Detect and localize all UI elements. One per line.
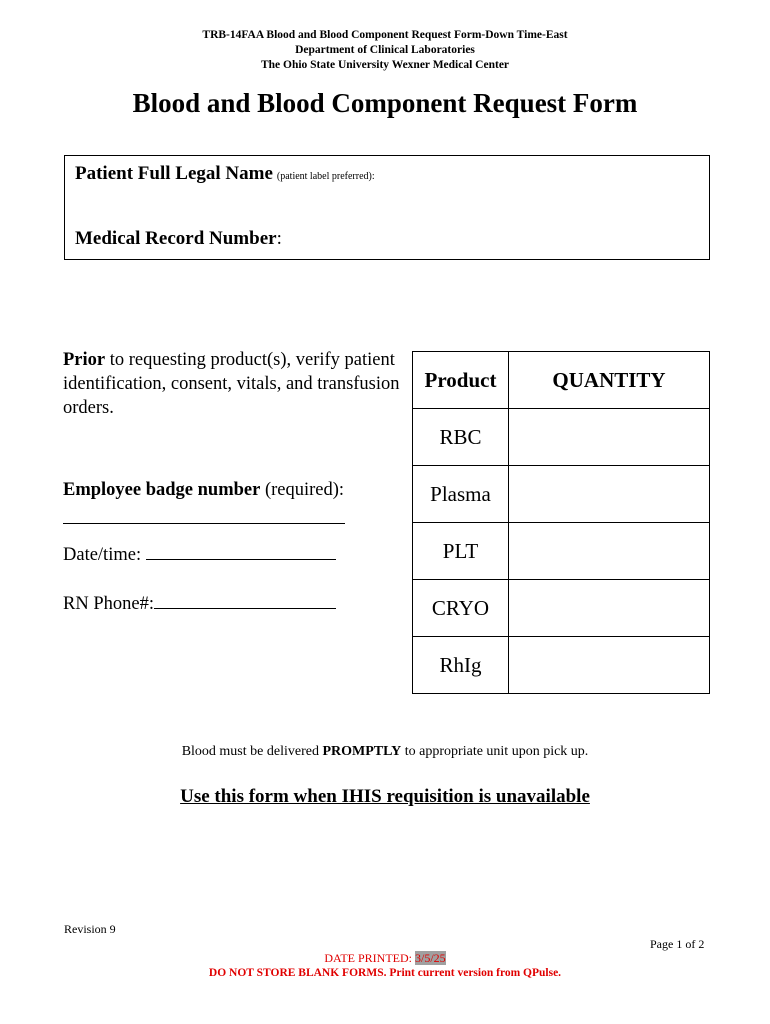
product-rhig: RhIg <box>413 637 509 694</box>
no-store-warning: DO NOT STORE BLANK FORMS. Print current version from QPulse. <box>208 967 562 979</box>
product-plasma: Plasma <box>413 466 509 523</box>
datetime-label: Date/time: <box>63 545 146 565</box>
rn-phone-line[interactable] <box>154 592 336 609</box>
date-printed-value: 3/5/25 <box>415 951 446 965</box>
patient-info-box <box>64 155 710 260</box>
table-row <box>413 580 710 637</box>
quantity-header: QUANTITY <box>509 352 710 409</box>
table-row <box>413 523 710 580</box>
datetime-field[interactable] <box>63 543 336 566</box>
verification-instructions <box>63 348 403 420</box>
badge-number-line[interactable] <box>63 507 345 524</box>
header-department: Department of Clinical Laboratories <box>295 44 475 56</box>
product-quantity-table <box>412 351 710 694</box>
quantity-rhig-cell[interactable] <box>509 637 710 694</box>
prior-text: to requesting product(s), verify patient identification, consent, vitals, and transfusion orders. <box>63 350 400 418</box>
date-printed-label: DATE PRINTED: <box>324 951 415 965</box>
patient-name-label: Patient Full Legal Name <box>75 163 273 184</box>
table-row <box>413 637 710 694</box>
date-printed <box>0 951 770 966</box>
table-row <box>413 466 710 523</box>
header-form-id: TRB-14FAA Blood and Blood Component Request Form-Down Time-East <box>202 29 568 41</box>
badge-note: (required): <box>260 480 345 500</box>
product-rbc: RBC <box>413 409 509 466</box>
delivery-promptly: PROMPTLY <box>322 744 402 759</box>
mrn-label: Medical Record Number <box>75 228 277 249</box>
quantity-plt-cell[interactable] <box>509 523 710 580</box>
quantity-plasma-cell[interactable] <box>509 466 710 523</box>
delivery-pre: Blood must be delivered <box>181 744 323 759</box>
rn-phone-label: RN Phone#: <box>63 594 154 614</box>
quantity-rbc-cell[interactable] <box>509 409 710 466</box>
delivery-notice <box>0 744 770 760</box>
patient-name-note: (patient label preferred): <box>276 171 375 182</box>
product-header: Product <box>413 352 509 409</box>
prior-bold: Prior <box>63 350 106 370</box>
product-cryo: CRYO <box>413 580 509 637</box>
header-institution: The Ohio State University Wexner Medical Center <box>260 59 510 71</box>
table-row <box>413 409 710 466</box>
use-form-note: Use this form when IHIS requisition is unavailable <box>180 786 590 807</box>
mrn-field[interactable] <box>75 228 282 250</box>
patient-name-field[interactable] <box>75 163 375 185</box>
employee-badge-field[interactable] <box>63 480 344 501</box>
rn-phone-field[interactable] <box>63 592 336 615</box>
datetime-line[interactable] <box>146 543 336 560</box>
quantity-cryo-cell[interactable] <box>509 580 710 637</box>
table-header-row <box>413 352 710 409</box>
page-title: Blood and Blood Component Request Form <box>132 88 638 118</box>
revision-label: Revision 9 <box>64 922 116 936</box>
page-number: Page 1 of 2 <box>650 937 705 951</box>
mrn-colon: : <box>276 228 282 249</box>
delivery-post: to appropriate unit upon pick up. <box>401 744 589 759</box>
badge-label: Employee badge number <box>63 480 261 500</box>
product-plt: PLT <box>413 523 509 580</box>
